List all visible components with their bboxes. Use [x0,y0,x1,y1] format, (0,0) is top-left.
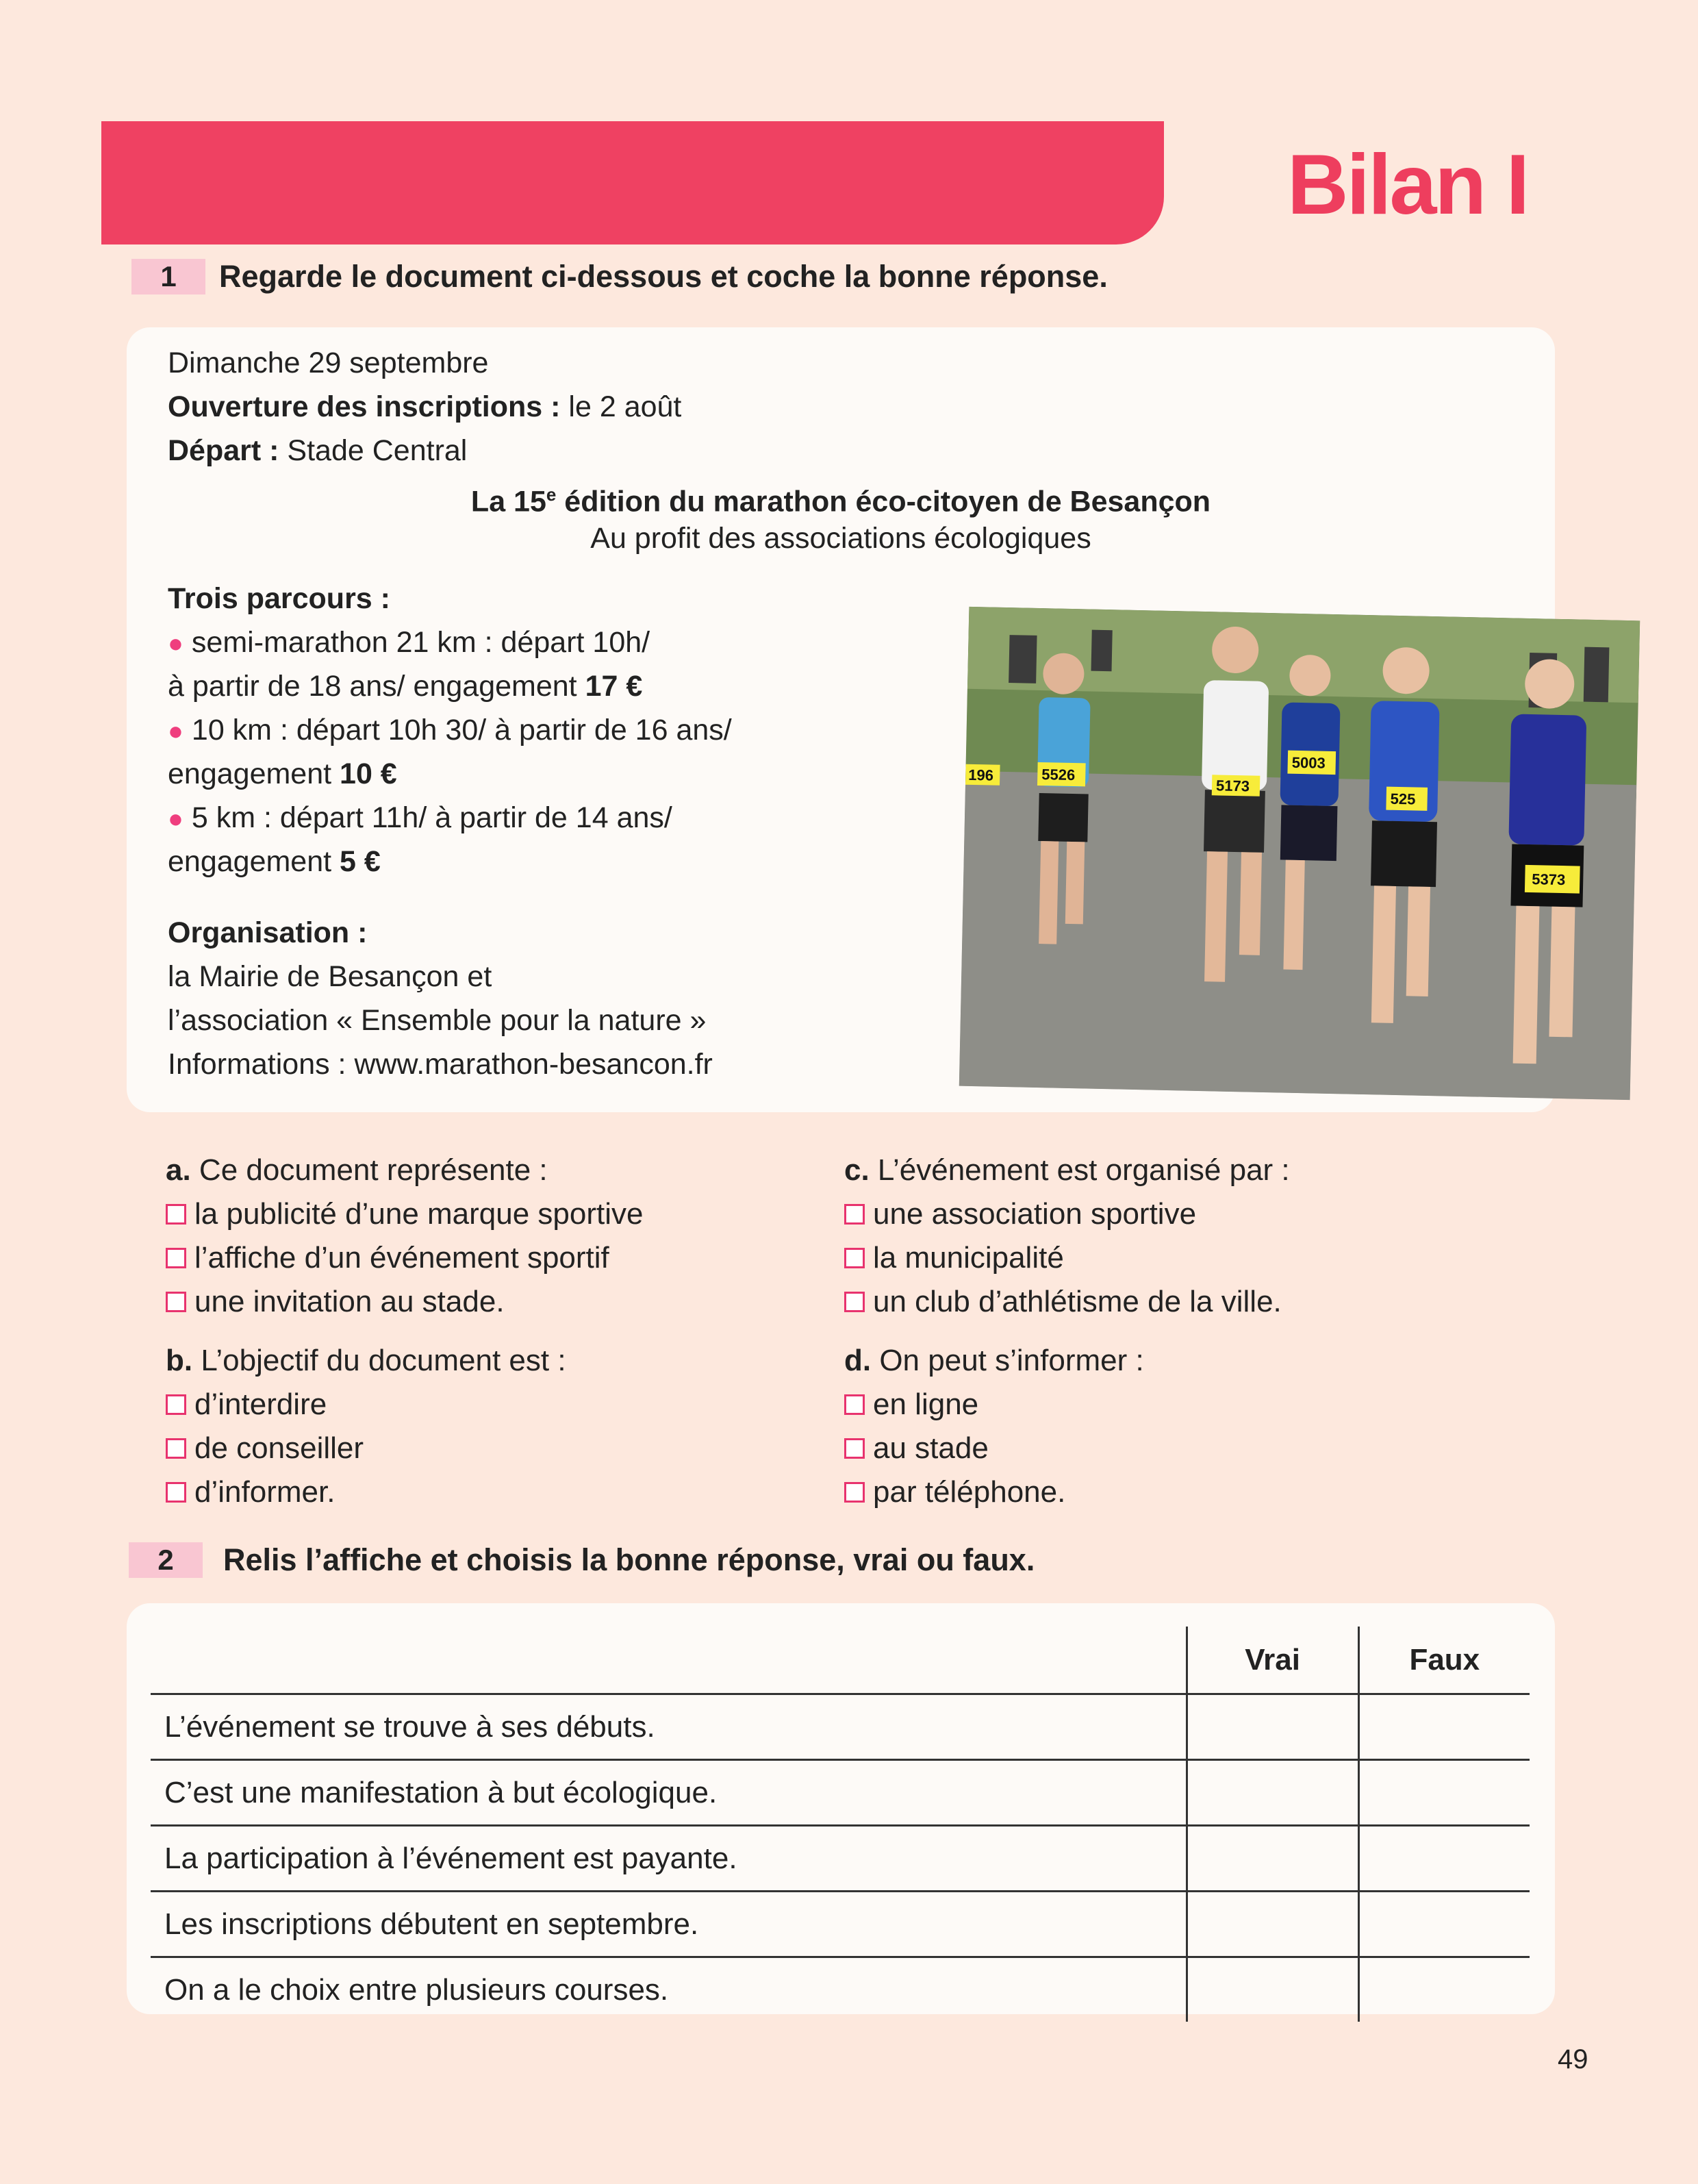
option-c-3[interactable]: un club d’athlétisme de la ville. [844,1280,1290,1324]
false-cell[interactable] [1358,1760,1530,1826]
option-a-2[interactable]: l’affiche d’un événement sportif [166,1236,644,1280]
route-1-cont: à partir de 18 ans/ engagement 17 € [168,670,643,703]
header-statement [151,1627,1187,1694]
poster-opening: Ouverture des inscriptions : le 2 août [168,390,682,423]
poster-subtitle: Au profit des associations écologiques [590,522,1091,555]
statement: La participation à l’événement est payante. [151,1826,1187,1892]
runners-illustration [959,607,1640,1100]
checkbox[interactable] [166,1394,186,1415]
checkbox[interactable] [844,1394,865,1415]
bib-number: 525 [1390,790,1416,808]
statement: Les inscriptions débutent en septembre. [151,1892,1187,1957]
false-cell[interactable] [1358,1694,1530,1760]
route-3: ● 5 km : départ 11h/ à partir de 14 ans/ [168,801,672,834]
option-b-3[interactable]: d’informer. [166,1470,566,1514]
table-row [151,1826,1530,1892]
table-row [151,1760,1530,1826]
question-c-prompt: c. L’événement est organisé par : [844,1153,1290,1187]
route-3-cont: engagement 5 € [168,845,381,878]
true-cell[interactable] [1187,1694,1358,1760]
checkbox[interactable] [166,1482,186,1503]
option-d-2[interactable]: au stade [844,1427,1144,1470]
true-cell[interactable] [1187,1760,1358,1826]
checkbox[interactable] [844,1292,865,1312]
table-row [151,1694,1530,1760]
question-number: 2 [129,1542,203,1578]
statement: C’est une manifestation à but écologique. [151,1760,1187,1826]
question-d [844,1339,1144,1514]
true-cell[interactable] [1187,1892,1358,1957]
bib-number: 196 [968,766,994,784]
true-cell[interactable] [1187,1826,1358,1892]
bib-number: 5173 [1215,777,1250,795]
question-number: 1 [131,259,205,294]
option-a-3[interactable]: une invitation au stade. [166,1280,644,1324]
poster-date: Dimanche 29 septembre [168,347,489,379]
marathon-runners-photo [959,607,1640,1100]
poster-document [127,327,1566,1112]
table-header-row [151,1627,1530,1694]
false-cell[interactable] [1358,1892,1530,1957]
route-2: ● 10 km : départ 10h 30/ à partir de 16 ans/ [168,714,732,746]
table-row [151,1892,1530,1957]
question-a [166,1149,644,1324]
question-d-prompt: d. On peut s’informer : [844,1344,1144,1377]
question-b-prompt: b. L’objectif du document est : [166,1344,566,1377]
info-line: Informations : www.marathon-besancon.fr [168,1048,713,1081]
table-row [151,1957,1530,2022]
organisation-title: Organisation : [168,916,368,949]
option-c-2[interactable]: la municipalité [844,1236,1290,1280]
bib-number: 5373 [1532,870,1566,889]
checkbox[interactable] [844,1248,865,1268]
true-false-table [151,1627,1530,2022]
statement: On a le choix entre plusieurs courses. [151,1957,1187,2022]
option-d-1[interactable]: en ligne [844,1383,1144,1427]
question-c [844,1149,1290,1324]
option-c-1[interactable]: une association sportive [844,1192,1290,1236]
header-false: Faux [1358,1627,1530,1694]
bib-number: 5526 [1041,766,1076,784]
page-number: 49 [1558,2044,1588,2074]
question-instruction: Regarde le document ci-dessous et coche la bonne réponse. [219,259,1108,294]
option-b-2[interactable]: de conseiller [166,1427,566,1470]
option-d-3[interactable]: par téléphone. [844,1470,1144,1514]
statement: L’événement se trouve à ses débuts. [151,1694,1187,1760]
checkbox[interactable] [166,1204,186,1225]
routes-title: Trois parcours : [168,582,390,615]
organisation-line-2: l’association « Ensemble pour la nature » [168,1004,707,1037]
false-cell[interactable] [1358,1826,1530,1892]
checkbox[interactable] [844,1438,865,1459]
question-instruction: Relis l’affiche et choisis la bonne réponse, vrai ou faux. [223,1542,1035,1577]
header-banner [101,121,1164,244]
true-cell[interactable] [1187,1957,1358,2022]
checkbox[interactable] [166,1248,186,1268]
route-2-cont: engagement 10 € [168,757,397,790]
false-cell[interactable] [1358,1957,1530,2022]
header-true: Vrai [1187,1627,1358,1694]
organisation-line-1: la Mairie de Besançon et [168,960,492,993]
poster-headline: La 15e édition du marathon éco-citoyen de Besançon [470,484,1211,518]
option-a-1[interactable]: la publicité d’une marque sportive [166,1192,644,1236]
poster-depart: Départ : Stade Central [168,434,468,467]
checkbox[interactable] [844,1204,865,1225]
question-a-prompt: a. Ce document représente : [166,1153,548,1187]
checkbox[interactable] [844,1482,865,1503]
page-title: Bilan I [1287,138,1528,232]
route-1: ● semi-marathon 21 km : départ 10h/ [168,626,650,659]
checkbox[interactable] [166,1292,186,1312]
option-b-1[interactable]: d’interdire [166,1383,566,1427]
question-b [166,1339,566,1514]
checkbox[interactable] [166,1438,186,1459]
bib-number: 5003 [1291,753,1326,772]
